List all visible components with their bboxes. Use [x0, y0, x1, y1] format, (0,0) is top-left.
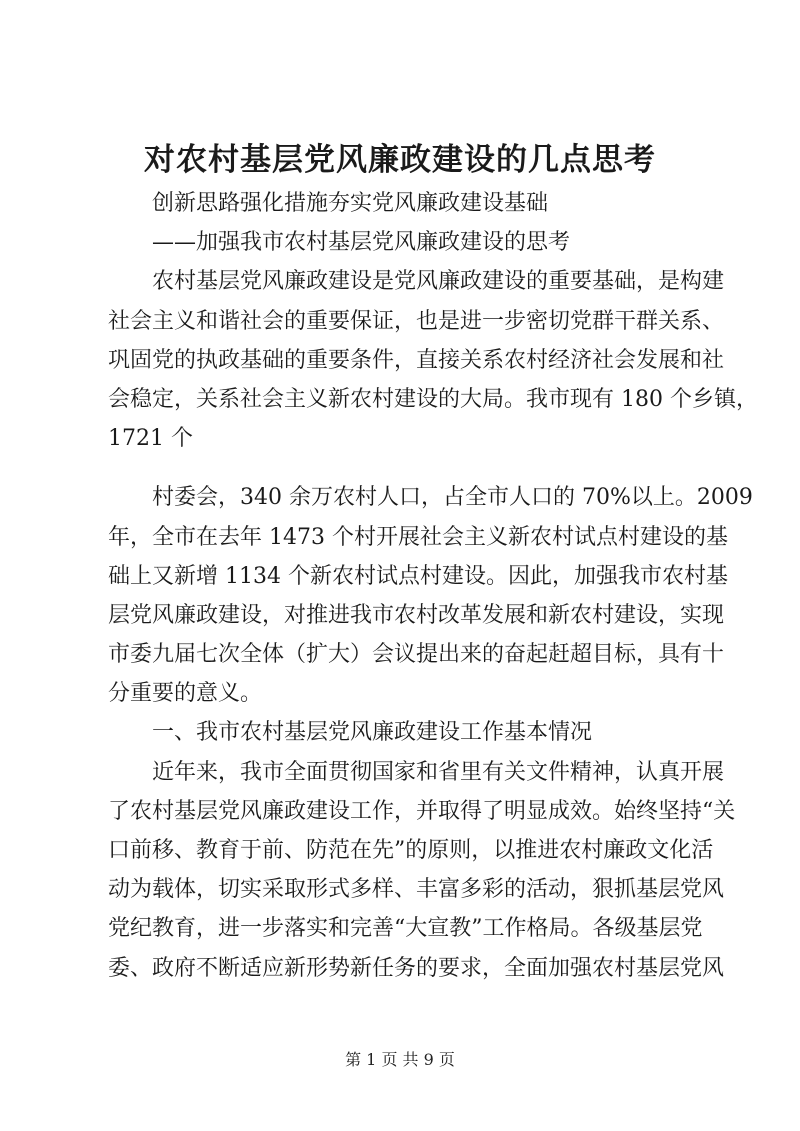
- paragraph-line: 动为载体，切实采取形式多样、丰富多彩的活动，狠抓基层党风: [108, 877, 725, 903]
- paragraph-line: 层党风廉政建设，对推进我市农村改革发展和新农村建设，实现: [108, 602, 725, 628]
- paragraph-line: 口前移、教育于前、防范在先”的原则，以推进农村廉政文化活: [108, 838, 714, 863]
- paragraph-gap: [108, 458, 708, 478]
- subtitle-line: ——加强我市农村基层党风廉政建设的思考: [152, 230, 571, 256]
- paragraph-line: 了农村基层党风廉政建设工作，并取得了明显成效。始终坚持“关: [108, 798, 736, 824]
- paragraph-line: 巩固党的执政基础的重要条件，直接关系农村经济社会发展和社: [108, 347, 725, 373]
- paragraph-line: 委、政府不断适应新形势新任务的要求，全面加强农村基层党风: [108, 955, 725, 981]
- document-title: 对农村基层党风廉政建设的几点思考: [144, 142, 656, 178]
- subtitle-line: 创新思路强化措施夯实党风廉政建设基础: [152, 191, 549, 216]
- paragraph-line: 市委九届七次全体（扩大）会议提出来的奋起赶超目标，具有十: [108, 642, 725, 668]
- paragraph-line: 社会主义和谐社会的重要保证，也是进一步密切党群干群关系、: [108, 308, 725, 334]
- document-body: [108, 184, 758, 988]
- paragraph-line: 近年来，我市全面贯彻国家和省里有关文件精神，认真开展: [152, 759, 725, 785]
- section-heading: 一、我市农村基层党风廉政建设工作基本情况: [152, 720, 593, 746]
- paragraph-line: 会稳定，关系社会主义新农村建设的大局。我市现有 180 个乡镇，: [108, 386, 758, 412]
- paragraph-line: 村委会，340 余万农村人口，占全市人口的 70%以上。2009: [152, 485, 753, 511]
- page-footer: 第 1 页 共 9 页: [345, 1050, 455, 1069]
- paragraph-line: 年，全市在去年 1473 个村开展社会主义新农村试点村建设的基: [108, 524, 728, 550]
- paragraph-line: 础上又新增 1134 个新农村试点村建设。因此，加强我市农村基: [108, 563, 728, 589]
- paragraph-line: 农村基层党风廉政建设是党风廉政建设的重要基础，是构建: [152, 269, 725, 295]
- paragraph-line: 分重要的意义。: [108, 681, 263, 707]
- paragraph-line: 党纪教育，进一步落实和完善“大宣教”工作格局。各级基层党: [108, 916, 703, 942]
- paragraph-line: 1721 个: [108, 426, 193, 452]
